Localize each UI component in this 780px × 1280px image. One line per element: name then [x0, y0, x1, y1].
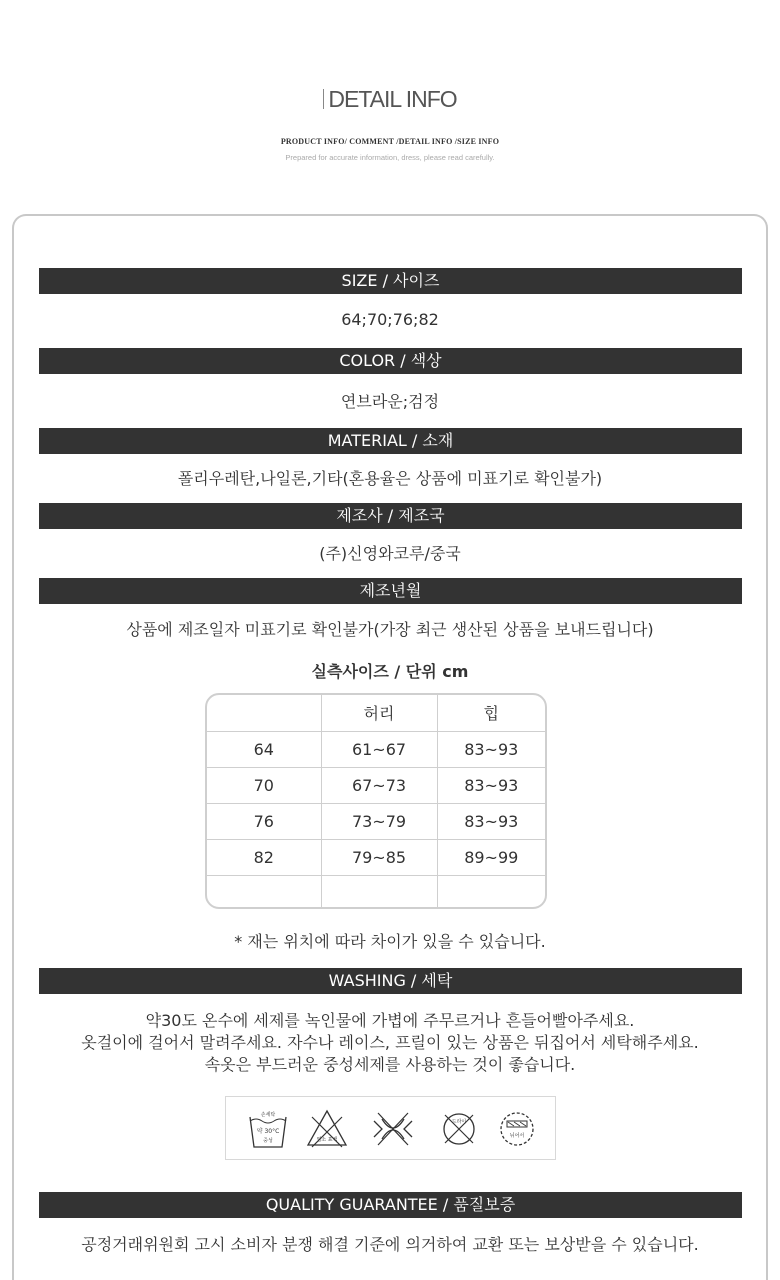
section-breadcrumb: PRODUCT INFO/ COMMENT /DETAIL INFO /SIZE INFO [280, 137, 500, 146]
table-cell: 89~99 [437, 839, 545, 875]
table-cell: 64 [207, 731, 321, 767]
color-value: 연브라운;검정 [340, 392, 440, 411]
table-header-cell: 허리 [321, 695, 437, 731]
table-cell: 67~73 [321, 767, 437, 803]
table-cell: 73~79 [321, 803, 437, 839]
table-header-cell [207, 695, 321, 731]
no-wring-icon [370, 1107, 416, 1151]
table-row [207, 731, 545, 767]
quality-band: QUALITY GUARANTEE / 품질보증 [39, 1192, 742, 1218]
table-header-cell: 힙 [437, 695, 545, 731]
flat-dry-label: 뉘어서 [509, 1133, 525, 1139]
hand-wash-temp: 약 30°C [256, 1128, 280, 1135]
size-band: SIZE / 사이즈 [39, 268, 742, 294]
table-cell: 61~67 [321, 731, 437, 767]
page-title [0, 86, 780, 113]
no-dryclean-label: 드라이 [451, 1119, 467, 1125]
no-bleach-icon [304, 1107, 350, 1151]
hand-wash-label: 손세탁 [260, 1112, 276, 1118]
washing-line: 옷걸이에 걸어서 말려주세요. 자수나 레이스, 프릴이 있는 상품은 뒤집어서 세탁해주세요. [81, 1033, 699, 1052]
hand-wash-detergent: 중성 [263, 1138, 273, 1144]
date-band: 제조년월 [39, 578, 742, 604]
table-row [207, 875, 545, 909]
maker-value: (주)신영와코루/중국 [319, 544, 461, 563]
quality-value: 공정거래위원회 고시 소비자 분쟁 해결 기준에 의거하여 교환 또는 보상받을 수 있습니다. [81, 1235, 699, 1254]
color-band: COLOR / 색상 [39, 348, 742, 374]
page-header [0, 0, 780, 215]
table-cell: 82 [207, 839, 321, 875]
table-header-row [207, 695, 545, 731]
table-cell [207, 875, 321, 909]
date-value: 상품에 제조일자 미표기로 확인불가(가장 최근 생산된 상품을 보내드립니다) [126, 620, 654, 639]
size-note: * 재는 위치에 따라 차이가 있을 수 있습니다. [234, 932, 546, 951]
washing-line: 속옷은 부드러운 중성세제를 사용하는 것이 좋습니다. [204, 1055, 576, 1074]
table-row [207, 803, 545, 839]
material-band: MATERIAL / 소재 [39, 428, 742, 454]
table-cell [437, 875, 545, 909]
table-cell [321, 875, 437, 909]
table-cell: 76 [207, 803, 321, 839]
table-cell: 70 [207, 767, 321, 803]
header-note: Prepared for accurate information, dress, please read carefully. [285, 153, 495, 162]
hand-wash-icon [246, 1107, 292, 1151]
washing-line: 약30도 온수에 세제를 녹인물에 가볍에 주무르거나 흔들어빨아주세요. [145, 1011, 635, 1030]
care-icons [225, 1096, 556, 1160]
table-cell: 79~85 [321, 839, 437, 875]
table-cell: 83~93 [437, 767, 545, 803]
no-bleach-label: 염소 표백 [316, 1137, 338, 1143]
title-divider [323, 89, 324, 109]
size-table-title: 실측사이즈 / 단위 cm [311, 662, 469, 681]
table-row [207, 839, 545, 875]
table-cell: 83~93 [437, 731, 545, 767]
page-title-text: DETAIL INFO [328, 86, 457, 112]
material-value: 폴리우레탄,나일론,기타(혼용율은 상품에 미표기로 확인불가) [177, 469, 603, 488]
no-dryclean-icon [436, 1107, 482, 1151]
table-row [207, 767, 545, 803]
washing-band: WASHING / 세탁 [39, 968, 742, 994]
size-table [205, 693, 547, 909]
flat-dry-icon [494, 1107, 540, 1151]
table-cell: 83~93 [437, 803, 545, 839]
maker-band: 제조사 / 제조국 [39, 503, 742, 529]
size-value: 64;70;76;82 [341, 310, 439, 329]
